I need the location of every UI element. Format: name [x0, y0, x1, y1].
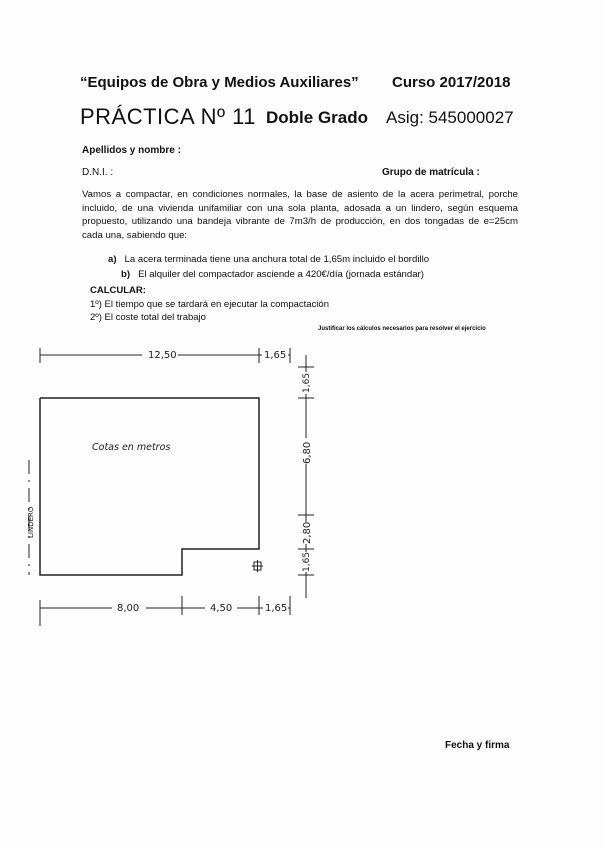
dim-top-side: 1,65	[264, 350, 287, 361]
course-title: “Equipos de Obra y Medios Auxiliares”	[80, 74, 359, 91]
group-field-label: Grupo de matrícula :	[382, 167, 480, 178]
condition-a	[108, 254, 429, 265]
dni-field-label: D.N.I. :	[82, 167, 114, 178]
condition-a-marker: a)	[108, 254, 117, 265]
house-outline	[40, 398, 259, 575]
dim-bottom-left: 8,00	[117, 603, 140, 614]
property-line-label: LINDERO	[27, 506, 35, 538]
problem-statement: Vamos a compactar, en condiciones normales, la base de asiento de la acera perimetral, porche incluido, de una vivienda unifamiliar con una sola planta, adosada a un lindero, según esquema propuesto, utilizando una bandeja vibrante de 7m3/h de producción, en dos tongadas de e=25cm cada una, sabiendo que:	[82, 189, 518, 241]
dim-bottom-mid: 4,50	[210, 603, 233, 614]
condition-a-text: La acera terminada tiene una anchura total de 1,65m incluido el bordillo	[124, 254, 430, 265]
units-note: Cotas en metros	[92, 442, 171, 453]
calculate-step-1: 1º) El tiempo que se tardará en ejecutar la compactación	[90, 299, 329, 310]
calculate-step-2: 2º) El coste total del trabajo	[90, 312, 206, 323]
condition-b-text: El alquiler del compactador asciende a 420€/día (jornada estándar)	[138, 269, 424, 280]
practice-title: PRÁCTICA Nº 11	[80, 104, 257, 129]
condition-b	[121, 269, 424, 280]
dim-bottom-side: 1,65	[265, 603, 288, 614]
degree-label: Doble Grado	[266, 108, 369, 127]
condition-b-marker: b)	[121, 269, 131, 280]
dim-right-1: 1,65	[302, 372, 312, 393]
dim-right-4: 1,65	[302, 551, 312, 572]
floor-plan-drawing	[0, 330, 602, 630]
dim-right-2: 6,80	[302, 441, 313, 464]
name-field-label: Apellidos y nombre :	[82, 145, 181, 156]
justify-note: Justificar los cálculos necesarios para resolver el ejercicio	[318, 326, 486, 332]
dim-right-3: 2,80	[302, 521, 313, 544]
course-year: Curso 2017/2018	[392, 74, 511, 91]
calculate-heading: CALCULAR:	[90, 285, 146, 296]
subject-code: Asig: 545000027	[386, 108, 514, 127]
date-signature-label: Fecha y firma	[445, 740, 510, 751]
dim-top-main: 12,50	[148, 350, 177, 361]
